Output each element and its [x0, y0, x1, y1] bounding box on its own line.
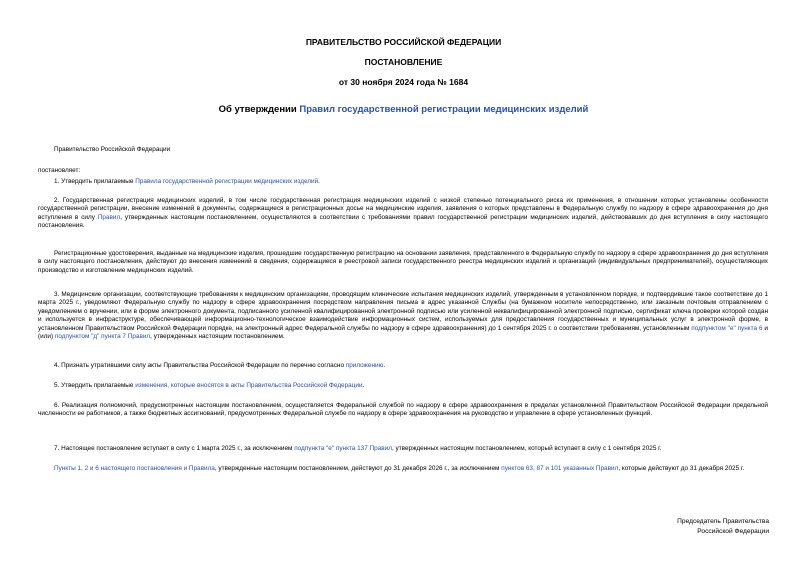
p8-middle: , утвержденные настоящим постановлением, действуют до 31 декабря 2026 г., за исключением: [214, 465, 502, 472]
date-and-number: от 30 ноября 2024 года № 1684: [338, 77, 469, 87]
paragraph-6: 6. Реализация полномочий, предусмотренных настоящим постановлением, осуществляется Федеральной службой по надзору в сфере здравоохранения в пределах установленной Правительством Российской Федерации предельной численности ее работников, а также бюджетных ассигнований, предусмотренных Федеральной службе по надзору в сфере здравоохранения на руководство и управление в сфере установленных функций.: [38, 402, 768, 418]
p8-items-link[interactable]: Пункты 1, 2 и 6 настоящего постановления и Правила: [54, 465, 215, 472]
paragraph-2b: Регистрационные удостоверения, выданные на медицинские изделия, прошедшие государственную регистрацию на основании заявления, представленного в Федеральную службу по надзору в сфере здравоохранения до дня вступления в силу настоящего постановления, действуют до внесения изменений в сведения, содержащиеся в реестровой записи государственного реестра медицинских изделий и организаций (индивидуальных предпринимателей), осуществляющих производство и изготовление медицинских изделий.: [38, 250, 768, 274]
p5-changes-link[interactable]: изменения, которые вносятся в акты Правительства Российской Федерации: [135, 382, 363, 389]
p3-end: , утвержденных настоящим постановлением.: [150, 333, 285, 341]
paragraph-5: [38, 382, 768, 390]
paragraph-2: [38, 197, 768, 231]
p3-subitem-d-link[interactable]: подпунктом "д" пункта 7 Правил: [54, 333, 151, 341]
p8-rules-items-link[interactable]: пунктов 63, 87 и 101 указанных Правил: [501, 465, 619, 472]
paragraph-8: [38, 465, 768, 473]
p7-text: 7. Настоящее постановление вступает в силу с 1 марта 2025 г., за исключением: [54, 445, 295, 452]
signature-title: Председатель Правительства: [677, 518, 769, 525]
title-rules-link[interactable]: Правил государственной регистрации медицинских изделий: [299, 104, 589, 115]
p3-subitem-e-link[interactable]: подпунктом "е" пункта 6: [691, 324, 763, 332]
p1-end: .: [318, 178, 320, 185]
p3-text: 3. Медицинские организации, соответствующие требованиям к медицинским организациям, проводящим клинические испытания медицинских изделий, утвержденным в установленном порядке, и подтвердившие такое соответствие до 1 марта 2025 г., уведомляют Федеральную службу по надзору в сфере здравоохранения посредством направления письма в адрес указанной Службы (на бумажном носителе непосредственно, или заказным почтовым отправлением с уведомлением о вручении, или в форме электронного документа, подписанного усиленной квалифицированной электронной подписью или усиленной неквалифицированной электронной подписью, сертификат ключа проверки которой создан и используется в инфраструктуре, обеспечивающей информационно-технологическое взаимодействие информационных систем, используемых для предоставления государственных и муниципальных услуг в электронной форме, в установленном Правительством Российской Федерации порядке, на электронный адрес Федеральной службы по надзору в сфере здравоохранения) до 1 сентября 2025 г. о соответствии требованиям, установленным: [38, 291, 768, 332]
intro-decrees: постановляет:: [38, 167, 81, 174]
p2-rules-link[interactable]: Правил: [97, 213, 121, 221]
p1-text: 1. Утвердить прилагаемые: [54, 178, 136, 185]
p7-subitem-link[interactable]: подпункта "е" пункта 137 Правил: [294, 445, 392, 452]
p2-text: 2. Государственная регистрация медицинских изделий, в том числе государственная регистрация медицинских изделий с низкой степенью потенциального риска их применения, в отношении которых установлены особенности государственной регистрации, внесение изменений в документы, содержащиеся в регистрационных досье на медицинские изделия, заявления о которых представлены в Федеральную службу по надзору в сфере здравоохранения до дня вступления в силу: [38, 197, 768, 221]
paragraph-3: [38, 291, 768, 341]
signature-block: [677, 517, 769, 536]
p4-text: 4. Признать утратившими силу акты Правительства Российской Федерации по перечню согласно: [54, 362, 346, 369]
document-type: ПОСТАНОВЛЕНИЕ: [364, 57, 443, 67]
paragraph-4: [38, 362, 768, 370]
p1-rules-link[interactable]: Правила государственной регистрации медицинских изделий: [135, 178, 319, 185]
p8-end: , которые действуют до 31 декабря 2025 г.: [618, 465, 745, 472]
document-title: [0, 104, 807, 115]
p4-end: .: [383, 362, 386, 369]
p5-text: 5. Утвердить прилагаемые: [54, 382, 136, 389]
signature-organization: Российской Федерации: [697, 527, 769, 535]
title-prefix: Об утверждении: [218, 104, 300, 115]
p4-appendix-link[interactable]: приложению: [345, 362, 384, 369]
paragraph-7: [38, 445, 768, 453]
p3-middle: и (или): [38, 324, 768, 341]
p5-end: .: [362, 382, 365, 389]
p2-end: , утвержденных настоящим постановлением, осуществляются в соответствии с требованиями правил государственной регистрации медицинских изделий, действовавших до дня вступления в силу настоящего постановления.: [38, 213, 768, 230]
intro-government: Правительство Российской Федерации: [54, 146, 171, 153]
p7-end: , утвержденных настоящим постановлением, который вступает в силу с 1 сентября 2025 г.: [391, 445, 662, 452]
paragraph-1: [38, 178, 768, 186]
government-heading: ПРАВИТЕЛЬСТВО РОССИЙСКОЙ ФЕДЕРАЦИИ: [305, 37, 502, 47]
